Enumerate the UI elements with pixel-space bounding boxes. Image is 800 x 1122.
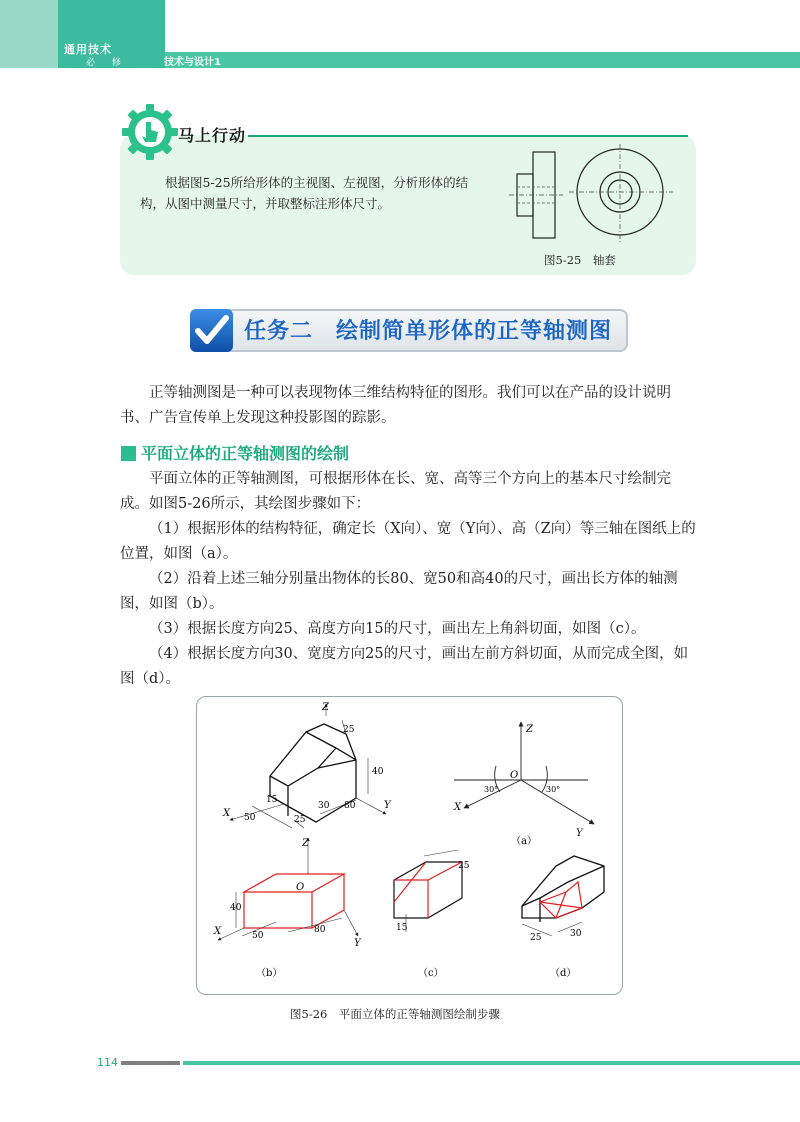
- dim-50-box: 50: [252, 931, 264, 941]
- dim-30-d: 30: [570, 929, 582, 939]
- dim-80-part: 80: [344, 801, 356, 811]
- dim-25-c: 25: [458, 861, 470, 871]
- section-title: 平面立体的正等轴测图的绘制: [141, 444, 350, 463]
- label-y-axes: Y: [576, 828, 583, 839]
- angle-left: 30°: [484, 785, 499, 794]
- label-a: （a）: [511, 836, 537, 847]
- iso-axes: [454, 722, 594, 824]
- dim-25-part-top: 25: [343, 725, 355, 735]
- header-subject: 通用技术: [64, 43, 112, 56]
- label-y-part: Y: [384, 800, 391, 811]
- footer-grey-bar: [121, 1061, 180, 1065]
- intro-paragraph: 正等轴测图是一种可以表现物体三维结构特征的图形。我们可以在产品的设计说明书、广告宣传单上发现这种投影图的踪影。: [120, 385, 671, 426]
- action-title: 马上行动: [178, 126, 247, 145]
- figure-5-25-caption: 图5-25 轴套: [544, 253, 616, 267]
- label-o-box: O: [296, 882, 305, 893]
- dim-25-d: 25: [530, 933, 542, 943]
- header-shade: [0, 0, 58, 68]
- dim-25-part-bottom: 25: [294, 815, 306, 825]
- label-z-box: Z: [302, 838, 309, 849]
- figure-5-26-caption: 图5-26 平面立体的正等轴测图绘制步骤: [290, 1007, 500, 1021]
- dim-50-part: 50: [244, 813, 256, 823]
- label-x-part: X: [223, 808, 231, 819]
- dim-40-box: 40: [230, 903, 242, 913]
- figure-5-26-drawing: [196, 696, 623, 995]
- page-number: 114: [97, 1056, 118, 1069]
- section-marker: [121, 446, 136, 461]
- step-1: （1）根据形体的结构特征，确定长（X向）、宽（Y向）、高（Z向）等三轴在图纸上的位置，如图（a）。: [120, 521, 696, 562]
- label-x-axes: X: [454, 802, 462, 813]
- iso-box-b: [244, 874, 344, 928]
- action-text: 根据图5-25所给形体的主视图、左视图，分析形体的结构，从图中测量尺寸，并取整标注形体尺寸。: [140, 175, 469, 211]
- angle-right: 30°: [546, 785, 561, 794]
- header-book: 技术与设计1: [164, 57, 221, 68]
- label-z-axes: Z: [526, 724, 533, 735]
- label-c: （c）: [418, 968, 444, 979]
- dim-80-box: 80: [314, 925, 326, 935]
- checkmark-icon: [190, 309, 233, 352]
- gear-hand-icon: [118, 100, 182, 164]
- footer-green-bar: [183, 1061, 800, 1065]
- dim-30-part: 30: [318, 801, 330, 811]
- label-x-box: X: [214, 926, 222, 937]
- label-b: （b）: [256, 968, 283, 979]
- action-rule: [248, 135, 688, 137]
- figure-5-25-drawing: [505, 140, 685, 250]
- iso-box-d: [522, 856, 604, 922]
- dim-15-c: 15: [396, 923, 408, 933]
- label-d: （d）: [550, 968, 577, 979]
- step-4: （4）根据长度方向30、宽度方向25的尺寸，画出左前方斜切面，从而完成全图，如图（d）。: [120, 646, 689, 687]
- label-z-part: Z: [322, 702, 329, 713]
- dim-15-part: 15: [266, 795, 278, 805]
- label-y-box: Y: [354, 938, 361, 949]
- header-volume: 必 修: [86, 58, 128, 68]
- paragraph-method: 平面立体的正等轴测图，可根据形体在长、宽、高等三个方向上的基本尺寸绘制完成。如图5-26所示，其绘图步骤如下：: [120, 471, 671, 512]
- label-o-axes: O: [510, 770, 519, 781]
- header-band: [165, 52, 800, 68]
- task-title: 任务二 绘制简单形体的正等轴测图: [244, 319, 613, 344]
- step-2: （2）沿着上述三轴分别量出物体的长80、宽50和高40的尺寸，画出长方体的轴测图，如图（b）。: [120, 571, 678, 612]
- step-3: （3）根据长度方向25、高度方向15的尺寸，画出左上角斜切面，如图（c）。: [149, 621, 646, 637]
- dim-40-part: 40: [372, 767, 384, 777]
